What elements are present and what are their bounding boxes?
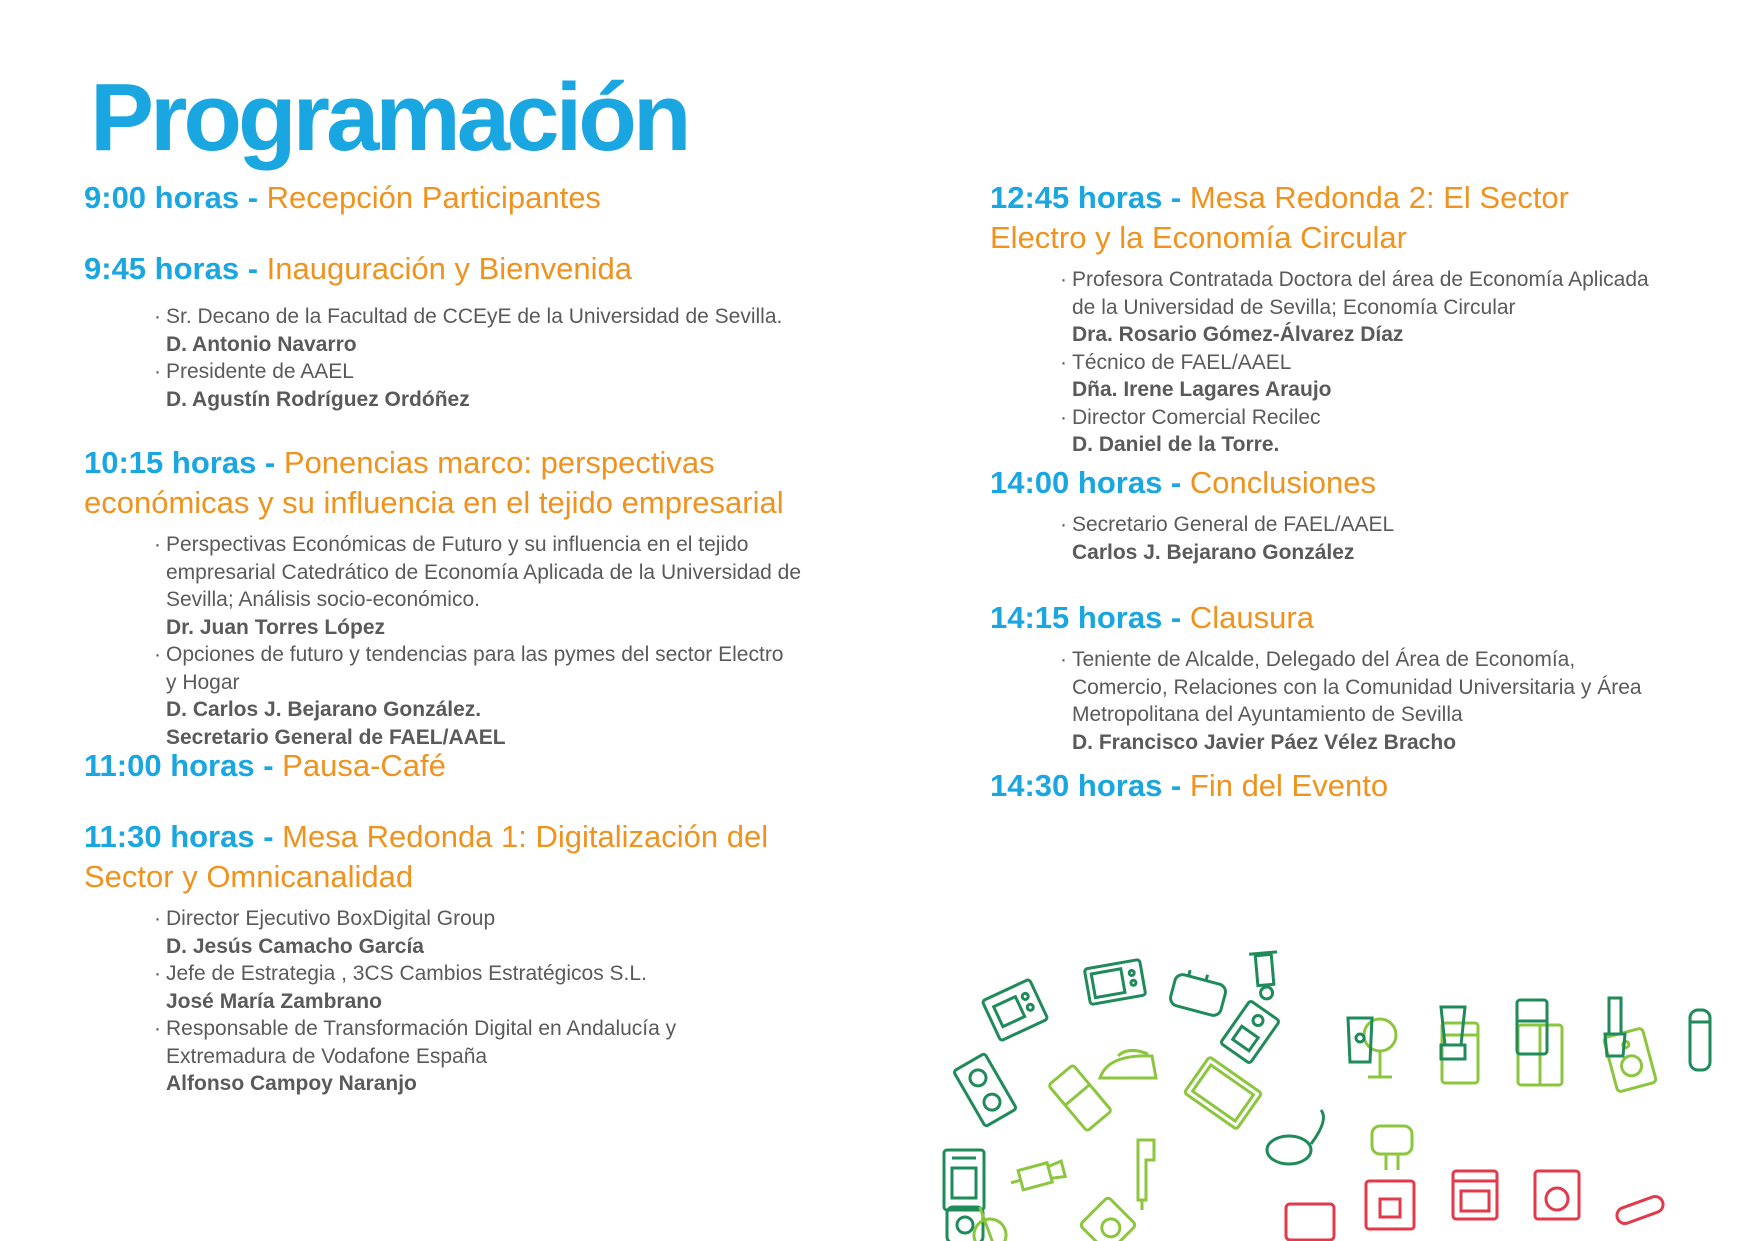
speaker-list	[1060, 511, 1710, 566]
washing-machine-icon	[1080, 1197, 1137, 1241]
schedule-time: 14:15 horas -	[990, 600, 1182, 635]
oven-icon	[982, 979, 1048, 1041]
vacuum-icon	[1267, 1110, 1323, 1164]
speaker-icon	[1603, 1028, 1656, 1092]
hand-mixer-icon	[1372, 1126, 1412, 1170]
speaker-role: Presidente de AAEL	[166, 360, 354, 383]
speaker-list	[154, 531, 834, 751]
schedule-heading	[84, 817, 784, 897]
bullet: ·	[154, 643, 161, 666]
schedule-block	[990, 178, 1710, 463]
speaker-item	[154, 1015, 754, 1098]
schedule-event: Fin del Evento	[1189, 768, 1389, 803]
espresso-icon	[1286, 1204, 1334, 1240]
meat-grinder-icon	[1249, 952, 1281, 1000]
speaker-list	[1060, 646, 1660, 756]
speaker-role: Responsable de Transformación Digital en Andalucía y Extremadura de Vodafone España	[166, 1017, 677, 1068]
speaker-role: Profesora Contratada Doctora del área de Economía Aplicada de la Universidad de Sevilla; Economía Circular	[1072, 268, 1649, 319]
bullet: ·	[154, 962, 161, 985]
speaker-role: Director Ejecutivo BoxDigital Group	[166, 907, 496, 930]
toaster-icon	[1169, 967, 1229, 1017]
speaker-name: D. Francisco Javier Páez Vélez Bracho	[1072, 730, 1457, 754]
refrigerator-icon	[1517, 1000, 1547, 1054]
schedule-event: Conclusiones	[1189, 465, 1376, 500]
bullet: ·	[1060, 268, 1067, 291]
speaker-role: Secretario General de FAEL/AAEL	[1072, 513, 1395, 536]
stereo-icon	[953, 1053, 1016, 1126]
speaker-name: Dr. Juan Torres López	[166, 615, 385, 639]
bullet: ·	[1060, 350, 1067, 374]
schedule-event: Mesa Redonda 2: El Sector Electro y la Economía Circular	[990, 180, 1569, 255]
schedule-event: Inauguración y Bienvenida	[266, 251, 633, 286]
speaker-name: D. Daniel de la Torre.	[1072, 433, 1280, 456]
shaver-icon	[1690, 1010, 1710, 1070]
schedule-block	[84, 443, 884, 749]
speaker-item	[154, 303, 884, 358]
fan-icon	[1364, 1019, 1396, 1077]
schedule-time: 11:00 horas -	[84, 748, 274, 783]
speaker-item	[154, 358, 884, 413]
iron-icon	[1100, 1050, 1156, 1078]
speaker-item	[1060, 404, 1670, 459]
schedule-block	[84, 249, 884, 443]
schedule-block	[990, 766, 1710, 806]
dishwasher-icon	[1442, 1023, 1478, 1083]
bullet: ·	[1060, 405, 1067, 429]
bullet: ·	[1060, 513, 1067, 536]
schedule-event: Ponencias marco: perspectivas económicas y su influencia en el tejido empresarial	[84, 445, 784, 520]
speaker-item	[1060, 646, 1660, 756]
schedule-block	[84, 817, 884, 1098]
schedule-time: 11:30 horas -	[84, 819, 274, 854]
schedule-heading	[84, 178, 884, 218]
schedule-heading	[990, 598, 1710, 638]
hair-dryer-icon	[1615, 1194, 1666, 1225]
speaker-role: Teniente de Alcalde, Delegado del Área de Economía, Comercio, Relaciones con la Comunidad Universitaria y Área Metropolitana del Ayuntamiento de Sevilla	[1072, 648, 1642, 726]
schedule-left-column	[84, 178, 884, 1098]
stick-blender-icon	[1605, 998, 1625, 1056]
speaker-list	[154, 303, 884, 413]
speaker-name: D. Jesús Camacho García	[166, 934, 424, 958]
speaker-item	[1060, 266, 1670, 349]
hair-dryer-icon	[1138, 1140, 1154, 1210]
bullet: ·	[1060, 648, 1067, 671]
schedule-block	[84, 178, 884, 249]
schedule-time: 9:00 horas -	[84, 180, 259, 215]
speaker-name: D. Carlos J. Bejarano González. Secretario General de FAEL/AAEL	[166, 698, 506, 749]
speaker-name: D. Antonio Navarro	[166, 332, 357, 356]
speaker-role: Jefe de Estrategia , 3CS Cambios Estratégicos S.L.	[166, 962, 647, 985]
coffee-machine-icon	[1220, 1000, 1279, 1063]
schedule-event: Pausa-Café	[282, 748, 446, 783]
blender-icon	[1441, 1007, 1465, 1059]
schedule-heading	[990, 178, 1590, 258]
schedule-block	[990, 463, 1710, 598]
speaker-list	[154, 905, 754, 1098]
speaker-role: Sr. Decano de la Facultad de CCEyE de la Universidad de Sevilla.	[166, 305, 783, 328]
schedule-event: Clausura	[1189, 600, 1314, 635]
schedule-time: 12:45 horas -	[990, 180, 1182, 215]
speaker-role: Técnico de FAEL/AAEL	[1072, 350, 1292, 374]
page-title: Programación	[90, 64, 688, 171]
washing-machine-icon	[1535, 1171, 1579, 1219]
schedule-heading	[990, 463, 1710, 503]
stove-icon	[1453, 1171, 1497, 1219]
schedule-event: Recepción Participantes	[266, 180, 601, 215]
bullet: ·	[154, 533, 161, 556]
schedule-time: 9:45 horas -	[84, 251, 259, 286]
bullet: ·	[154, 360, 161, 383]
schedule-event: Mesa Redonda 1: Digitalización del Sector y Omnicanalidad	[84, 819, 769, 894]
speaker-name: Dña. Irene Lagares Araujo	[1072, 378, 1332, 401]
speaker-item	[154, 531, 834, 641]
schedule-time: 14:30 horas -	[990, 768, 1182, 803]
espresso-icon	[1366, 1181, 1414, 1229]
appliance-icons-decoration	[940, 940, 1754, 1241]
schedule-right-column	[990, 178, 1710, 806]
bullet: ·	[154, 907, 161, 930]
schedule-heading	[990, 766, 1710, 806]
schedule-heading	[84, 746, 884, 786]
bullet: ·	[154, 305, 161, 328]
schedule-block	[84, 746, 884, 817]
bullet: ·	[154, 1017, 161, 1040]
speaker-name: D. Agustín Rodríguez Ordóñez	[166, 387, 470, 411]
speaker-role: Opciones de futuro y tendencias para las pymes del sector Electro y Hogar	[166, 643, 784, 694]
speaker-list	[1060, 266, 1670, 459]
speaker-item	[1060, 511, 1710, 566]
speaker-name: Alfonso Campoy Naranjo	[166, 1072, 417, 1095]
schedule-time: 10:15 horas -	[84, 445, 276, 480]
schedule-time: 14:00 horas -	[990, 465, 1182, 500]
tablet-icon	[1184, 1057, 1262, 1130]
schedule-heading	[84, 249, 884, 289]
speaker-name: Carlos J. Bejarano González	[1072, 540, 1355, 564]
speaker-item	[154, 641, 786, 751]
speaker-item	[154, 905, 754, 960]
speaker-item	[1060, 349, 1670, 404]
speaker-name: Dra. Rosario Gómez-Álvarez Díaz	[1072, 323, 1404, 346]
speaker-name: José María Zambrano	[166, 989, 382, 1013]
oven-icon	[944, 1150, 984, 1210]
speaker-role: Director Comercial Recilec	[1072, 405, 1321, 429]
microwave-icon	[1084, 959, 1145, 1004]
schedule-heading	[84, 443, 844, 523]
speaker-item	[154, 960, 754, 1015]
speaker-role: Perspectivas Económicas de Futuro y su influencia en el tejido empresarial Catedrático de Economía Aplicada de la Universidad de Sevilla; Análisis socio-económico.	[166, 533, 802, 611]
blender-icon	[1008, 1159, 1065, 1192]
schedule-block	[990, 598, 1710, 766]
